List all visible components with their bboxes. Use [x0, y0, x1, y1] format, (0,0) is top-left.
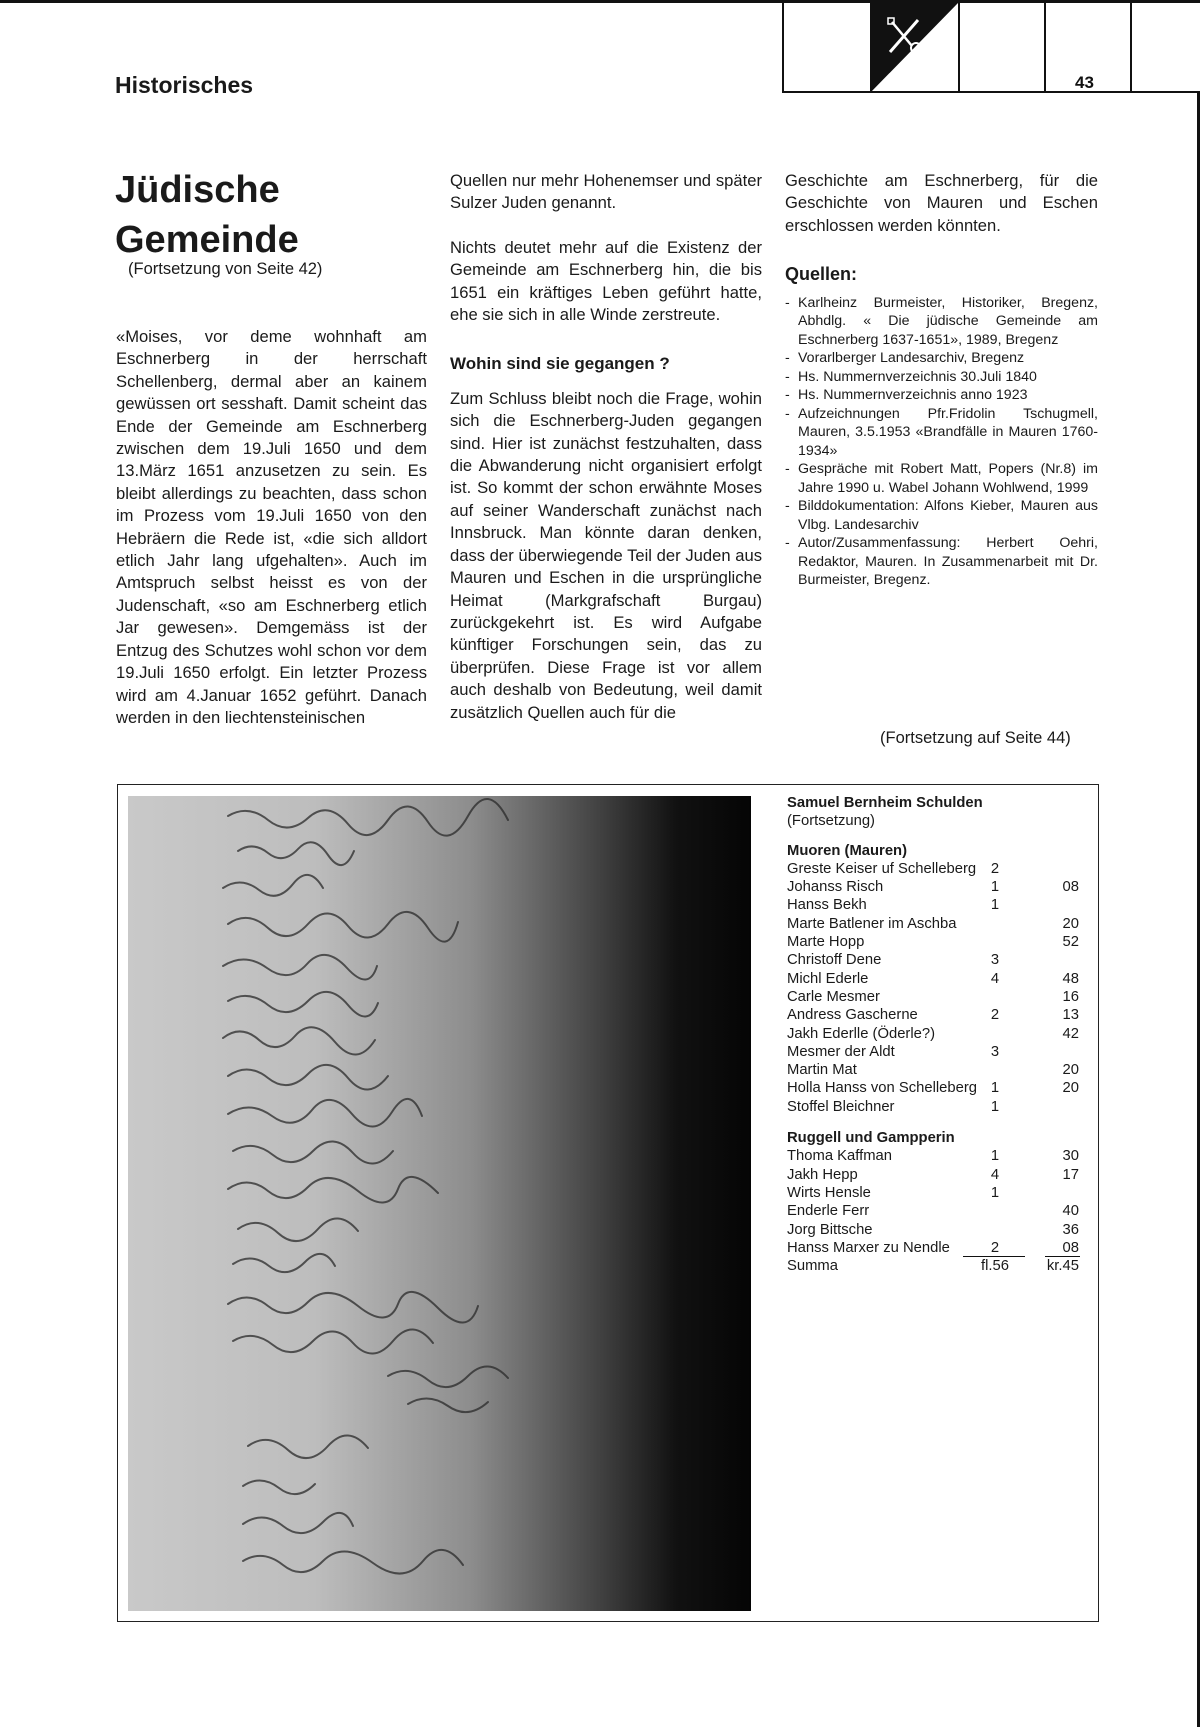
florin-value: 1	[990, 1184, 1000, 1201]
section-title: Historisches	[115, 72, 254, 98]
kreuzer-value: 48	[1062, 970, 1079, 987]
florin-value: 1	[990, 1148, 1000, 1165]
florin-value: 1	[990, 879, 1000, 896]
paragraph: Zum Schluss bleibt noch die Frage, wohin sich die Eschnerberg-Juden gegangen sind. Hier ist zunächst festzuhalten, dass die Abwanderung nicht organisiert erfolgt ist. So kommt der schon erwähnte Moses auf seiner Wanderschaft zunächst nach Innsbruck. Man könnte daran denken, dass der überwiegende Teil der Juden aus Mauren und Eschen in die ursprüngliche Heimat (Markgrafschaft Burgau) zurückgekehrt ist. Es wird Aufgabe künftiger Forschungen sein, das zu überprüfen. Diese Frage ist vor allem auch deshalb von Bedeutung, weil damit zusätzlich Quellen auch für die	[450, 388, 762, 722]
tab-baseline	[782, 91, 1200, 93]
register-tabs	[782, 0, 1200, 94]
source-item: - Aufzeichnungen Pfr.Fridolin Tschugmell, Mauren, 3.5.1953 «Brandfälle in Mauren 1760-1934»	[785, 405, 1098, 461]
florin-value: 4	[990, 970, 1000, 987]
paragraph: «Moises, vor deme wohnhaft am Eschnerberg in der herrschaft Schellenberg, dermal aber an kainem gewüssen ort sesshaft. Damit scheint das Ende der Gemeinde am Eschnerberg zwischen dem 19.Juli 1650 und dem 13.März 1651 anzusetzen zu sein. Es bleibt allerdings zu beachten, dass schon im Prozess vom 19.Juli 1650 von den Hebräern die Rede ist, «die sich alldort etlich Jahr lang ufgehalten». Auch im Amtspruch selbst heisst es von der Judenschaft, «so am Eschnerberg etlich Jar gewesen». Demgemäss ist der Entzug des Schutzes wohl schon vor dem 19.Juli 1650 erfolgt. Ein letzter Prozess wird am 4.Januar 1652 geführt. Danach werden in den liechtensteinischen	[116, 327, 427, 727]
column-3	[785, 170, 1098, 590]
debtor-name: Christoff Dene	[787, 952, 882, 969]
table-title: Samuel Bernheim Schulden	[787, 795, 983, 811]
source-item: - Gespräche mit Robert Matt, Popers (Nr.8) im Jahre 1990 u. Wabel Johann Wohlwend, 1999	[785, 460, 1098, 497]
debtor-name: Wirts Hensle	[787, 1184, 871, 1201]
section-heading: Wohin sind sie gegangen ?	[450, 354, 670, 374]
debtor-name: Andress Gascherne	[787, 1007, 918, 1024]
table-row	[787, 1025, 1087, 1043]
kreuzer-value: 20	[1062, 915, 1079, 932]
article-title-line2: Gemeinde	[115, 219, 299, 261]
table-row	[787, 933, 1087, 951]
table-row	[787, 878, 1087, 896]
florin-value: 1	[990, 1080, 1000, 1097]
sources-list	[785, 294, 1098, 590]
kreuzer-value: 20	[1062, 1080, 1079, 1097]
table-row	[787, 1147, 1087, 1165]
table-row	[787, 1239, 1087, 1257]
article-title-line1: Jüdische	[115, 169, 280, 211]
florin-value: 1	[990, 1098, 1000, 1115]
table-row	[787, 970, 1087, 988]
sum-label: Summa	[787, 1258, 838, 1275]
debtor-name: Michl Ederle	[787, 970, 869, 987]
table-row	[787, 860, 1087, 878]
debtor-name: Holla Hanss von Schelleberg	[787, 1080, 977, 1097]
table-row	[787, 1061, 1087, 1079]
kreuzer-value: 30	[1062, 1148, 1079, 1165]
page-number: 43	[1075, 73, 1094, 92]
kreuzer-value: 36	[1062, 1221, 1079, 1238]
debtor-name: Martin Mat	[787, 1062, 857, 1079]
sources-heading: Quellen:	[785, 264, 858, 285]
debtor-name: Marte Hopp	[787, 934, 865, 951]
kreuzer-value: 13	[1062, 1007, 1079, 1024]
table-row	[787, 1202, 1087, 1220]
florin-value: 2	[990, 1007, 1000, 1024]
kreuzer-value: 08	[1062, 1239, 1079, 1256]
debtor-name: Hanss Marxer zu Nendle	[787, 1239, 950, 1256]
florin-value: 3	[990, 1043, 1000, 1060]
table-row	[787, 915, 1087, 933]
tab-box	[1130, 3, 1200, 93]
source-item: - Vorarlberger Landesarchiv, Bregenz	[785, 349, 1098, 368]
figure-box	[117, 784, 1099, 1622]
debtor-name: Thoma Kaffman	[787, 1148, 893, 1165]
debtor-name: Jakh Hepp	[787, 1166, 858, 1183]
table-row	[787, 1043, 1087, 1061]
table-row	[787, 1098, 1087, 1116]
kreuzer-value: 40	[1062, 1203, 1079, 1220]
kreuzer-value: 20	[1062, 1062, 1079, 1079]
sum-florin: fl.56	[981, 1258, 1009, 1275]
table-row	[787, 896, 1087, 914]
paragraph: Nichts deutet mehr auf die Existenz der Gemeinde am Eschnerberg hin, die bis 1651 ein kräftiges Leben geführt hatte, ehe sie sich in alle Winde zerstreute.	[450, 237, 762, 325]
kreuzer-value: 42	[1062, 1025, 1079, 1042]
sum-kreuzer: kr.45	[1046, 1258, 1079, 1275]
table-row	[787, 1006, 1087, 1024]
article-subtitle: (Fortsetzung von Seite 42)	[128, 260, 323, 278]
debtor-name: Jorg Bittsche	[787, 1221, 873, 1238]
debtor-name: Marte Batlener im Aschba	[787, 915, 957, 932]
debtor-name: Mesmer der Aldt	[787, 1043, 895, 1060]
debtor-name: Jakh Ederlle (Öderle?)	[787, 1025, 936, 1042]
source-item: - Hs. Nummernverzeichnis anno 1923	[785, 386, 1098, 405]
sum-row	[787, 1257, 1087, 1275]
table-row	[787, 988, 1087, 1006]
kreuzer-value: 17	[1062, 1166, 1079, 1183]
handwriting-scribbles	[128, 796, 751, 1611]
kreuzer-value: 16	[1062, 988, 1079, 1005]
table-row	[787, 1221, 1087, 1239]
debtor-name: Stoffel Bleichner	[787, 1098, 895, 1115]
paragraph: Geschichte am Eschnerberg, für die Geschichte von Mauren und Eschen erschlossen werden könnten.	[785, 171, 1098, 235]
debtor-name: Hanss Bekh	[787, 897, 867, 914]
source-item: - Karlheinz Burmeister, Historiker, Bregenz, Abhdlg. « Die jüdische Gemeinde am Eschnerberg 1637-1651», 1989, Bregenz	[785, 294, 1098, 350]
kreuzer-value: 08	[1062, 879, 1079, 896]
article-title	[115, 165, 299, 265]
tab-box	[782, 3, 870, 93]
group-heading: Ruggell und Gampperin	[787, 1130, 955, 1147]
table-row	[787, 1184, 1087, 1202]
source-item: - Hs. Nummernverzeichnis 30.Juli 1840	[785, 368, 1098, 387]
debtor-name: Enderle Ferr	[787, 1203, 870, 1220]
debtor-name: Johanss Risch	[787, 879, 884, 896]
source-item: - Bilddokumentation: Alfons Kieber, Mauren aus Vlbg. Landesarchiv	[785, 497, 1098, 534]
table-row	[787, 1079, 1087, 1097]
florin-value: 4	[990, 1166, 1000, 1183]
tab-box	[958, 3, 1046, 93]
table-row	[787, 951, 1087, 969]
table-row	[787, 1166, 1087, 1184]
crossed-keys-emblem-icon	[878, 10, 928, 60]
column-1	[116, 326, 427, 729]
handwritten-document-photo	[128, 796, 751, 1611]
debtor-name: Carle Mesmer	[787, 988, 880, 1005]
continued-note: (Fortsetzung auf Seite 44)	[880, 729, 1071, 747]
source-item: - Autor/Zusammenfassung: Herbert Oehri, Redaktor, Mauren. In Zusammenarbeit mit Dr. Burmeister, Bregenz.	[785, 534, 1098, 590]
florin-value: 2	[990, 860, 1000, 877]
debtor-name: Greste Keiser uf Schelleberg	[787, 860, 977, 877]
paragraph: Quellen nur mehr Hohenemser und später Sulzer Juden genannt.	[450, 171, 762, 213]
group-heading: Muoren (Mauren)	[787, 842, 908, 859]
table-subtitle: (Fortsetzung)	[787, 813, 875, 830]
debt-table	[787, 794, 1087, 1275]
column-2	[450, 170, 762, 724]
florin-value: 1	[990, 897, 1000, 914]
florin-value: 3	[990, 952, 1000, 969]
kreuzer-value: 52	[1062, 934, 1079, 951]
florin-value: 2	[990, 1239, 1000, 1256]
